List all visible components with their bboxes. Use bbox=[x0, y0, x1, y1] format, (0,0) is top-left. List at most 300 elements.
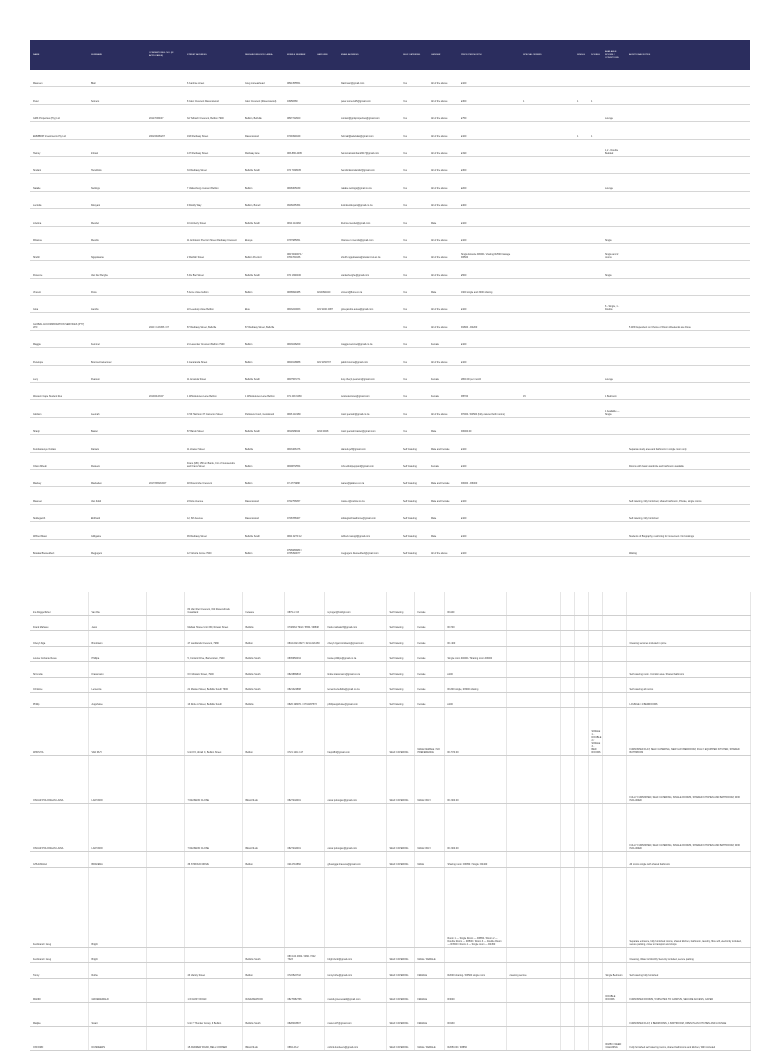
table-cell[interactable] bbox=[602, 592, 626, 616]
table-cell[interactable] bbox=[588, 191, 602, 208]
table-cell[interactable] bbox=[314, 261, 338, 278]
table-cell[interactable] bbox=[520, 278, 574, 295]
table-cell[interactable] bbox=[560, 616, 574, 631]
table-cell[interactable] bbox=[588, 631, 602, 646]
table-cell[interactable] bbox=[602, 616, 626, 631]
table-cell[interactable]: Female bbox=[414, 662, 444, 677]
table-cell[interactable]: Male and Female bbox=[428, 435, 458, 452]
table-cell[interactable] bbox=[574, 504, 588, 521]
table-cell[interactable]: maret.u07@gmail.com bbox=[324, 1002, 386, 1026]
table-cell[interactable] bbox=[626, 383, 750, 400]
column-header[interactable]: LANDLINE bbox=[314, 40, 338, 70]
table-cell[interactable] bbox=[588, 261, 602, 278]
table-cell[interactable] bbox=[146, 677, 184, 692]
table-cell[interactable]: £100 bbox=[458, 522, 520, 539]
table-cell[interactable]: Bellville South bbox=[242, 947, 284, 962]
table-cell[interactable]: All of the above bbox=[428, 313, 458, 330]
table-cell[interactable]: FURNISHED FLAT, 2 BEDROOMS, 1 BATHROOM, OPEN PLAN KITCHEN AND LOUNGE bbox=[626, 1002, 750, 1026]
table-cell[interactable] bbox=[146, 487, 184, 504]
table-cell[interactable]: Phillip bbox=[30, 692, 88, 707]
table-cell[interactable]: FULLY FURNISHED, SELF CATERING, SINGLE ROOMS, SHARED KITCHEN AND BATHROOM, WIFI INCLUDED bbox=[626, 756, 750, 804]
table-cell[interactable]: 0826 111980 bbox=[284, 400, 314, 417]
table-cell[interactable] bbox=[314, 87, 338, 104]
table-cell[interactable] bbox=[414, 867, 444, 947]
table-cell[interactable]: contact@gmkproperties@gmail.com bbox=[338, 104, 400, 121]
table-cell[interactable]: £200 bbox=[458, 174, 520, 191]
table-cell[interactable] bbox=[506, 616, 560, 631]
table-cell[interactable]: oscar.polongan@gmail.com bbox=[324, 756, 386, 804]
table-cell[interactable] bbox=[444, 947, 506, 962]
table-cell[interactable] bbox=[146, 692, 184, 707]
table-cell[interactable] bbox=[588, 692, 602, 707]
table-cell[interactable]: gina.jacobs.aurea@gmail.com bbox=[338, 296, 400, 313]
table-cell[interactable] bbox=[520, 348, 574, 365]
table-cell[interactable] bbox=[574, 662, 588, 677]
table-cell[interactable]: FULLY FURNISHED, SELF CATERING, SINGLE ROOMS, SHARED KITCHEN AND BATHROOM, WIFI INCLUDED bbox=[626, 804, 750, 852]
table-cell[interactable] bbox=[602, 646, 626, 661]
table-cell[interactable]: Brontitaon bbox=[88, 631, 146, 646]
table-cell[interactable]: 0824889843 bbox=[284, 662, 324, 677]
table-cell[interactable]: 0823466476 bbox=[284, 435, 314, 452]
table-cell[interactable] bbox=[574, 487, 588, 504]
table-cell[interactable]: Heinsy bbox=[30, 139, 88, 156]
table-cell[interactable]: Lucy bbox=[30, 365, 88, 382]
table-cell[interactable] bbox=[520, 209, 574, 226]
table-cell[interactable]: SELF CATERING bbox=[386, 756, 414, 804]
table-cell[interactable]: 0826 198071 / 0734187573 bbox=[284, 692, 324, 707]
table-cell[interactable]: Female bbox=[428, 383, 458, 400]
table-cell[interactable] bbox=[602, 417, 626, 434]
table-cell[interactable] bbox=[314, 400, 338, 417]
table-cell[interactable]: 0823220063 bbox=[284, 296, 314, 313]
table-cell[interactable]: 6 F Mosiam Street, 7900 bbox=[184, 662, 242, 677]
table-cell[interactable]: Bellville South bbox=[242, 646, 284, 661]
table-cell[interactable]: louise.phillips@gmail.co.za bbox=[324, 646, 386, 661]
table-cell[interactable] bbox=[146, 852, 184, 867]
table-cell[interactable] bbox=[602, 504, 626, 521]
table-cell[interactable] bbox=[506, 978, 560, 1002]
table-cell[interactable]: SELF CATERING bbox=[386, 804, 414, 852]
table-cell[interactable]: Ina Roggerfisher bbox=[30, 592, 88, 616]
table-cell[interactable]: GLOBAL ACCOMMODATION SERVICES (PTY) LTD bbox=[30, 313, 88, 330]
table-cell[interactable]: Flora bbox=[88, 278, 146, 295]
table-cell[interactable]: £190 bbox=[458, 139, 520, 156]
table-cell[interactable] bbox=[560, 804, 574, 852]
table-cell[interactable]: 84 Van Riet Crescent, Old Ravensbrook Coastland bbox=[184, 592, 242, 616]
table-cell[interactable] bbox=[574, 261, 588, 278]
table-cell[interactable] bbox=[146, 616, 184, 631]
table-cell[interactable]: OXFORD bbox=[30, 1026, 88, 1050]
table-cell[interactable]: SELF CATERING bbox=[386, 1002, 414, 1026]
table-cell[interactable]: 8 Glen Crescent Ravenswood bbox=[184, 87, 242, 104]
table-cell[interactable]: All of the above bbox=[428, 191, 458, 208]
table-cell[interactable]: Ireleane bbox=[242, 592, 284, 616]
table-cell[interactable]: SINGLE 1 - DOUBLE 2 / SINGLE 3 - BED ROOMS bbox=[588, 708, 602, 756]
table-cell[interactable]: BELLVILLE bbox=[242, 1026, 284, 1050]
table-cell[interactable]: Maureet bbox=[30, 487, 88, 504]
table-cell[interactable]: 9 Roddy Way bbox=[184, 191, 242, 208]
table-cell[interactable]: R1 570.00 bbox=[444, 708, 506, 756]
table-cell[interactable]: 0879 or 03 bbox=[284, 592, 324, 616]
table-cell[interactable] bbox=[602, 70, 626, 87]
table-cell[interactable] bbox=[146, 330, 184, 347]
table-cell[interactable]: All of the above bbox=[428, 261, 458, 278]
table-cell[interactable]: Self catering, fully furnished bbox=[626, 504, 750, 521]
table-cell[interactable] bbox=[520, 70, 574, 87]
table-cell[interactable]: hendrickssindani22@gmail.com bbox=[338, 156, 400, 173]
table-cell[interactable]: Single bbox=[602, 261, 626, 278]
table-cell[interactable]: MALE ONLY bbox=[414, 804, 444, 852]
table-cell[interactable]: R1800 - R4200 bbox=[458, 313, 520, 330]
table-cell[interactable]: Bright bbox=[88, 867, 146, 947]
column-header[interactable]: NAME bbox=[30, 40, 88, 70]
table-cell[interactable] bbox=[314, 104, 338, 121]
table-cell[interactable] bbox=[626, 261, 750, 278]
table-cell[interactable] bbox=[146, 539, 184, 556]
table-cell[interactable]: 0219 4828 bbox=[314, 417, 338, 434]
table-cell[interactable]: Ravenswood bbox=[242, 504, 284, 521]
table-cell[interactable]: Self Catering bbox=[386, 677, 414, 692]
table-cell[interactable]: GMK Properties (Pty) Ltd bbox=[30, 104, 88, 121]
table-cell[interactable]: Gilbgaine bbox=[88, 522, 146, 539]
table-cell[interactable] bbox=[588, 522, 602, 539]
table-cell[interactable]: Self catering room. Corridor area. Shared bathroom bbox=[626, 662, 750, 677]
table-cell[interactable]: Lounge bbox=[602, 104, 626, 121]
table-cell[interactable]: Somers bbox=[88, 87, 146, 104]
table-cell[interactable]: 34 Rietbaay Street bbox=[184, 156, 242, 173]
table-cell[interactable] bbox=[560, 1026, 574, 1050]
table-cell[interactable]: 15 ANDREW ROAD, BELL CORNER bbox=[184, 1026, 242, 1050]
table-cell[interactable] bbox=[146, 804, 184, 852]
table-cell[interactable] bbox=[146, 87, 184, 104]
table-cell[interactable]: R1 400 bbox=[444, 631, 506, 646]
table-cell[interactable]: 12, 8th Avenue bbox=[184, 504, 242, 521]
table-cell[interactable]: All of the above bbox=[428, 539, 458, 556]
table-cell[interactable] bbox=[506, 1002, 560, 1026]
table-cell[interactable] bbox=[146, 278, 184, 295]
table-cell[interactable] bbox=[146, 452, 184, 469]
table-cell[interactable]: SELF CATERING bbox=[386, 947, 414, 962]
table-cell[interactable]: SELF CATERING bbox=[386, 852, 414, 867]
table-cell[interactable]: £100 bbox=[444, 692, 506, 707]
table-cell[interactable]: 21 Musket Street, Bellville South 7900 bbox=[184, 677, 242, 692]
table-cell[interactable] bbox=[314, 122, 338, 139]
table-cell[interactable]: LOUNGE / 2 BEDROOMS bbox=[626, 692, 750, 707]
table-cell[interactable] bbox=[602, 469, 626, 486]
table-cell[interactable] bbox=[146, 867, 184, 947]
table-cell[interactable]: Female bbox=[414, 677, 444, 692]
table-cell[interactable] bbox=[574, 978, 588, 1002]
table-cell[interactable] bbox=[560, 1002, 574, 1026]
table-cell[interactable]: £100 bbox=[458, 348, 520, 365]
table-cell[interactable]: 47 Landlands Crescent, 7980 bbox=[184, 631, 242, 646]
table-cell[interactable]: BELLVILLE bbox=[242, 804, 284, 852]
table-cell[interactable]: Bellville South bbox=[242, 677, 284, 692]
table-cell[interactable]: R1930 bbox=[444, 1002, 506, 1026]
table-cell[interactable] bbox=[88, 313, 146, 330]
table-cell[interactable]: lucinda.kikuyani@gmail.co.za bbox=[338, 191, 400, 208]
table-cell[interactable] bbox=[146, 243, 184, 260]
table-cell[interactable]: Kikuyani bbox=[88, 191, 146, 208]
table-cell[interactable] bbox=[506, 852, 560, 867]
table-cell[interactable]: oxford.dundeers@gmail.com bbox=[324, 1026, 386, 1050]
table-cell[interactable]: Vincent bbox=[30, 278, 88, 295]
table-cell[interactable] bbox=[520, 104, 574, 121]
table-cell[interactable] bbox=[588, 677, 602, 692]
table-cell[interactable] bbox=[146, 70, 184, 87]
table-cell[interactable] bbox=[88, 104, 146, 121]
table-cell[interactable] bbox=[626, 87, 750, 104]
table-cell[interactable]: Male bbox=[428, 209, 458, 226]
table-cell[interactable]: Frans (MK) 158 on Baruk, Cnr of Gouwendra and Frans Street bbox=[184, 452, 242, 469]
table-cell[interactable]: Parkview Court, Goodwood bbox=[242, 400, 284, 417]
table-cell[interactable]: 5 Anne close bellton bbox=[184, 278, 242, 295]
table-cell[interactable] bbox=[574, 174, 588, 191]
table-cell[interactable]: Bellton bbox=[242, 631, 284, 646]
table-cell[interactable] bbox=[88, 383, 146, 400]
table-cell[interactable] bbox=[626, 616, 750, 631]
table-cell[interactable] bbox=[626, 646, 750, 661]
table-cell[interactable] bbox=[588, 156, 602, 173]
table-cell[interactable]: 0749494949 bbox=[284, 122, 314, 139]
table-cell[interactable]: Female bbox=[428, 452, 458, 469]
table-cell[interactable]: ghuangga.bravena@gmail.com bbox=[324, 852, 386, 867]
table-cell[interactable]: Rudeem bbox=[88, 452, 146, 469]
table-cell[interactable] bbox=[574, 226, 588, 243]
table-cell[interactable] bbox=[626, 296, 750, 313]
table-cell[interactable] bbox=[574, 156, 588, 173]
table-cell[interactable] bbox=[602, 677, 626, 692]
table-cell[interactable]: Mendel bbox=[88, 209, 146, 226]
column-header[interactable]: STREET ADDRESS bbox=[184, 40, 242, 70]
table-cell[interactable] bbox=[626, 122, 750, 139]
table-cell[interactable]: Male bbox=[428, 522, 458, 539]
table-cell[interactable]: Self catering, fully furnished, shared bathroom, Private, single rooms bbox=[626, 487, 750, 504]
table-cell[interactable]: R1 900.00 bbox=[444, 756, 506, 804]
table-cell[interactable]: 0823048209 bbox=[284, 330, 314, 347]
table-cell[interactable] bbox=[560, 692, 574, 707]
table-cell[interactable] bbox=[588, 539, 602, 556]
table-cell[interactable]: Fully furnished self catering rooms, shared bathrooms and kitchen, WiFi included bbox=[626, 1026, 750, 1050]
table-cell[interactable] bbox=[146, 139, 184, 156]
table-cell[interactable] bbox=[626, 400, 750, 417]
table-cell[interactable]: Male and Female bbox=[428, 487, 458, 504]
table-cell[interactable]: £750 bbox=[458, 104, 520, 121]
table-cell[interactable] bbox=[314, 487, 338, 504]
table-cell[interactable] bbox=[602, 191, 626, 208]
table-cell[interactable]: 0796689989 / 0735390977 bbox=[284, 539, 314, 556]
table-cell[interactable] bbox=[574, 539, 588, 556]
table-cell[interactable]: 48 Roscombe Crescent bbox=[184, 469, 242, 486]
table-cell[interactable]: 082 5940974 / 0764761936 bbox=[284, 243, 314, 260]
table-cell[interactable]: Yes bbox=[400, 313, 428, 330]
table-cell[interactable]: 4 Jacaranda Street bbox=[184, 348, 242, 365]
table-cell[interactable] bbox=[588, 383, 602, 400]
table-cell[interactable]: 1-5 DAISY ROAD bbox=[184, 978, 242, 1002]
table-cell[interactable] bbox=[560, 947, 574, 962]
table-cell[interactable] bbox=[588, 348, 602, 365]
table-cell[interactable]: 21 Lavender Crescent Bellton 7900 bbox=[184, 330, 242, 347]
table-cell[interactable]: Self Catering bbox=[400, 435, 428, 452]
column-header[interactable]: GENDER bbox=[428, 40, 458, 70]
table-cell[interactable]: Bellville South bbox=[242, 365, 284, 382]
table-cell[interactable] bbox=[146, 947, 184, 962]
table-cell[interactable]: Jacobs bbox=[88, 296, 146, 313]
table-cell[interactable]: 0737985051 bbox=[284, 226, 314, 243]
table-cell[interactable]: shubh.ngqukwana@student.tut.ac.za bbox=[338, 243, 400, 260]
table-cell[interactable]: Yes bbox=[400, 139, 428, 156]
table-cell[interactable]: Eluu bbox=[242, 296, 284, 313]
table-cell[interactable]: Single Ensuite R3000 / sharing R2500 Garage R3500 bbox=[458, 243, 520, 260]
table-cell[interactable]: Jessi bbox=[88, 616, 146, 631]
table-cell[interactable] bbox=[574, 296, 588, 313]
table-cell[interactable]: mandi.groenewald@gmail.com bbox=[324, 978, 386, 1002]
table-cell[interactable] bbox=[574, 435, 588, 452]
table-cell[interactable]: 7 DE BEON CLOSE bbox=[184, 756, 242, 804]
table-cell[interactable]: Self Catering bbox=[386, 616, 414, 631]
table-cell[interactable]: wcstudentsres@gmail.com bbox=[338, 383, 400, 400]
table-cell[interactable]: lucy.cheryl.pearson@gmail.com bbox=[338, 365, 400, 382]
column-header[interactable]: AVAILABLE ROOMS / CONDITIONS bbox=[602, 40, 626, 70]
table-cell[interactable] bbox=[314, 452, 338, 469]
table-cell[interactable]: 0728788407 bbox=[284, 504, 314, 521]
table-cell[interactable] bbox=[560, 646, 574, 661]
table-cell[interactable] bbox=[506, 631, 560, 646]
table-cell[interactable]: 07-4779988 bbox=[284, 469, 314, 486]
table-cell[interactable]: 7 DE BEON CLOSE bbox=[184, 804, 242, 852]
table-cell[interactable]: 0827242001 bbox=[284, 804, 324, 852]
table-cell[interactable]: marz.jeemah.baster@gmail.com bbox=[338, 417, 400, 434]
table-cell[interactable] bbox=[574, 522, 588, 539]
table-cell[interactable] bbox=[588, 867, 602, 947]
table-cell[interactable] bbox=[146, 400, 184, 417]
table-cell[interactable]: Yes bbox=[400, 296, 428, 313]
table-cell[interactable]: 193 Rietbaay Street bbox=[184, 122, 242, 139]
table-cell[interactable]: Male bbox=[428, 417, 458, 434]
table-cell[interactable]: Pearson bbox=[88, 365, 146, 382]
table-cell[interactable]: 0219394020 bbox=[314, 278, 338, 295]
table-cell[interactable]: Nettings bbox=[88, 174, 146, 191]
table-cell[interactable]: lizelma.mendel@gmail.com bbox=[338, 209, 400, 226]
table-cell[interactable]: All of the above bbox=[428, 226, 458, 243]
table-cell[interactable]: Self Catering bbox=[400, 539, 428, 556]
table-cell[interactable] bbox=[588, 756, 602, 804]
table-cell[interactable] bbox=[520, 296, 574, 313]
table-cell[interactable] bbox=[314, 504, 338, 521]
table-cell[interactable] bbox=[146, 417, 184, 434]
table-cell[interactable] bbox=[520, 330, 574, 347]
table-cell[interactable]: Glen Crescent (Ravenswood) bbox=[242, 87, 284, 104]
table-cell[interactable] bbox=[314, 191, 338, 208]
table-cell[interactable]: R1300 single, R3000 sharing bbox=[444, 677, 506, 692]
table-cell[interactable]: 2 Rietfish Street bbox=[184, 243, 242, 260]
table-cell[interactable]: FEMALE bbox=[414, 1002, 444, 1026]
table-cell[interactable]: All of the above bbox=[428, 70, 458, 87]
table-cell[interactable] bbox=[520, 261, 574, 278]
table-cell[interactable]: Augshuise bbox=[88, 692, 146, 707]
table-cell[interactable] bbox=[574, 209, 588, 226]
table-cell[interactable]: 0824918888 bbox=[284, 348, 314, 365]
table-cell[interactable] bbox=[520, 400, 574, 417]
table-cell[interactable]: 074 7038435 bbox=[284, 156, 314, 173]
table-cell[interactable]: GROENEWALD bbox=[88, 978, 146, 1002]
table-cell[interactable] bbox=[574, 631, 588, 646]
table-cell[interactable]: Self Catering bbox=[400, 522, 428, 539]
table-cell[interactable]: Gloriam bbox=[30, 400, 88, 417]
table-cell[interactable]: hotmail@adelskar@gmail.com bbox=[338, 122, 400, 139]
table-cell[interactable]: 0626035454 bbox=[284, 191, 314, 208]
table-cell[interactable] bbox=[146, 631, 184, 646]
table-cell[interactable]: £100 bbox=[458, 122, 520, 139]
table-cell[interactable]: £300 bbox=[458, 156, 520, 173]
table-cell[interactable]: wilfred.maxogil@gmail.com bbox=[338, 522, 400, 539]
table-cell[interactable]: Bellville South bbox=[242, 522, 284, 539]
table-cell[interactable]: Kuindaraunye Outlaw bbox=[30, 435, 88, 452]
table-cell[interactable]: Male bbox=[428, 278, 458, 295]
table-cell[interactable] bbox=[146, 156, 184, 173]
table-cell[interactable] bbox=[602, 1002, 626, 1026]
table-cell[interactable]: GHUANGGA bbox=[30, 852, 88, 867]
table-cell[interactable] bbox=[146, 191, 184, 208]
table-cell[interactable] bbox=[184, 947, 242, 962]
table-cell[interactable]: 0748464 7942 / 5650 / 08848 bbox=[284, 616, 324, 631]
table-cell[interactable] bbox=[560, 677, 574, 692]
table-cell[interactable]: 071 446 9483 bbox=[284, 383, 314, 400]
table-cell[interactable]: MANDI bbox=[30, 978, 88, 1002]
table-cell[interactable]: Ebbhard bbox=[88, 504, 146, 521]
table-cell[interactable]: Megjugem bbox=[88, 539, 146, 556]
table-cell[interactable]: phillipaugshuise@gmail.com bbox=[324, 692, 386, 707]
table-cell[interactable] bbox=[602, 522, 626, 539]
table-cell[interactable] bbox=[602, 867, 626, 947]
column-header[interactable]: COMPANY REG. NO. (IF APPLICABLE) bbox=[146, 40, 184, 70]
table-cell[interactable] bbox=[574, 452, 588, 469]
table-cell[interactable] bbox=[560, 592, 574, 616]
table-cell[interactable] bbox=[574, 104, 588, 121]
table-cell[interactable]: 0811689942 bbox=[284, 417, 314, 434]
table-cell[interactable]: Bellton bbox=[242, 278, 284, 295]
table-cell[interactable]: Male bbox=[428, 504, 458, 521]
table-cell[interactable]: 0821324898 bbox=[284, 677, 324, 692]
table-cell[interactable]: 0828305039 bbox=[284, 174, 314, 191]
table-cell[interactable]: 2020 / 123456 / 07 bbox=[146, 313, 184, 330]
table-cell[interactable]: Self Catering bbox=[386, 646, 414, 661]
table-cell[interactable] bbox=[506, 646, 560, 661]
table-cell[interactable]: lindie.krassmann@gmail.co.za bbox=[324, 662, 386, 677]
table-cell[interactable] bbox=[520, 452, 574, 469]
table-cell[interactable]: 1 bbox=[520, 87, 574, 104]
table-cell[interactable]: R1700 bbox=[444, 616, 506, 631]
table-cell[interactable]: £100 bbox=[458, 70, 520, 87]
table-cell[interactable]: MALE FEMALE / NO PREFERENCE bbox=[414, 708, 444, 756]
table-cell[interactable] bbox=[626, 70, 750, 87]
table-cell[interactable] bbox=[314, 156, 338, 173]
table-cell[interactable]: Eluuya bbox=[242, 226, 284, 243]
table-cell[interactable] bbox=[560, 867, 574, 947]
table-cell[interactable]: Bright bbox=[88, 947, 146, 962]
table-cell[interactable]: 1 Whistletunes Lane Bellton bbox=[184, 383, 242, 400]
table-cell[interactable]: lemercia.bellville@gmail.co.za bbox=[324, 677, 386, 692]
table-cell[interactable]: R1 900.00 bbox=[444, 804, 506, 852]
table-cell[interactable] bbox=[520, 504, 574, 521]
table-cell[interactable] bbox=[506, 708, 560, 756]
table-cell[interactable]: 5 Wifi Dependent on Choice of Room Weekends are Done bbox=[626, 313, 750, 330]
table-cell[interactable] bbox=[602, 756, 626, 804]
table-cell[interactable]: Sil Lindie bbox=[30, 662, 88, 677]
table-cell[interactable]: 1 bbox=[588, 122, 602, 139]
table-cell[interactable] bbox=[602, 662, 626, 677]
table-cell[interactable]: Imbani bbox=[88, 139, 146, 156]
